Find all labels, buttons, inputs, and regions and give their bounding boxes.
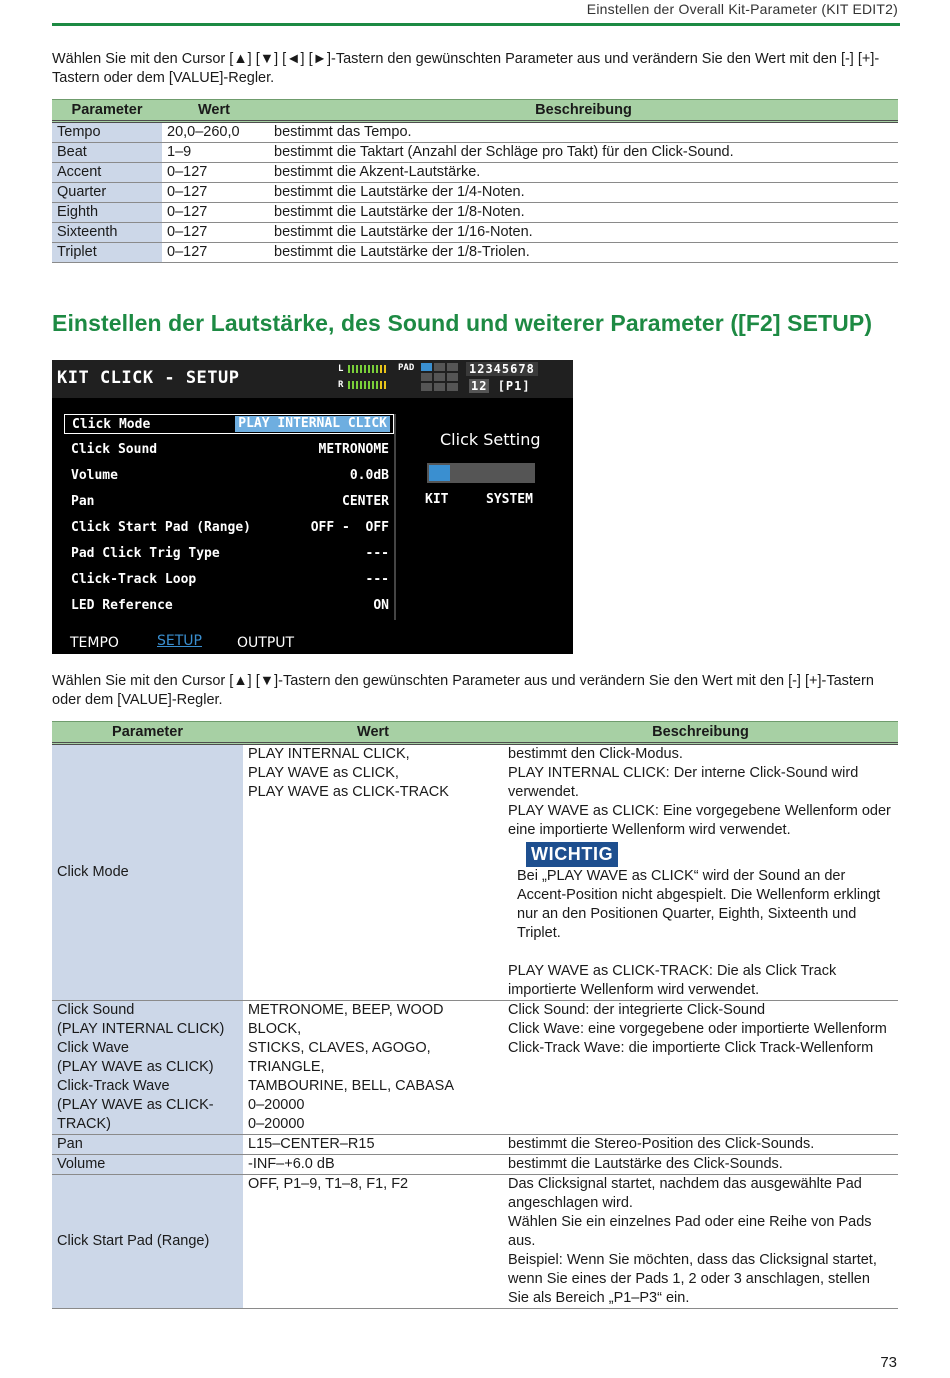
row-value: ON xyxy=(373,598,389,613)
tab-setup[interactable]: SETUP xyxy=(157,633,202,649)
desc-cell: bestimmt das Tempo. xyxy=(269,122,898,143)
desc-cell: bestimmt die Akzent-Lautstärke. xyxy=(269,163,898,183)
value-line: TAMBOURINE, BELL, CABASA xyxy=(248,1078,455,1094)
table-row xyxy=(52,122,898,143)
pad-label: PAD xyxy=(398,363,415,373)
desc-line: Click Sound: der integrierte Click-Sound xyxy=(508,1002,766,1018)
param-cell: Sixteenth xyxy=(52,223,162,243)
desc-cell xyxy=(503,744,898,1001)
kit-edit2-parameter-table xyxy=(52,99,898,263)
table-row xyxy=(52,203,898,223)
row-value: --- xyxy=(365,572,389,587)
table-header-row xyxy=(52,722,898,744)
desc-line: Das Clicksignal startet, nachdem das ausgewählte Pad angeschlagen wird. xyxy=(508,1176,862,1211)
running-header: Einstellen der Overall Kit-Parameter (KIT EDIT2) xyxy=(586,1,898,17)
param-cell: Volume xyxy=(52,1155,243,1175)
value-cell xyxy=(243,1001,503,1135)
value-cell: 0–127 xyxy=(162,243,269,263)
value-cell: 0–127 xyxy=(162,183,269,203)
wichtig-note: Bei „PLAY WAVE as CLICK“ wird der Sound an der Accent-Position nicht abgespielt. Die Wellenform erklingt nur an den Positionen Quarter, Eighth, Sixteenth und Triplet. xyxy=(517,868,881,941)
meter-label-r: R xyxy=(338,380,344,390)
value-cell: L15–CENTER–R15 xyxy=(243,1135,503,1155)
screen-row-click-sound[interactable] xyxy=(64,440,394,460)
intro-text-1: Wählen Sie mit den Cursor [▲] [▼] [◄] [►]-Tastern den gewünschten Parameter aus und verändern Sie den Wert mit den [-] [+]-Tastern oder dem [VALUE]-Regler. xyxy=(52,51,880,86)
param-cell: Triplet xyxy=(52,243,162,263)
row-label: Pan xyxy=(71,494,95,509)
row-label: Pad Click Trig Type xyxy=(71,546,220,561)
desc-line: PLAY INTERNAL CLICK: Der interne Click-Sound wird verwendet. xyxy=(508,765,859,800)
section-title: Einstellen der Lautstärke, des Sound und weiterer Parameter ([F2] SETUP) xyxy=(52,310,873,336)
table-row-volume xyxy=(52,1155,898,1175)
screen-title: KIT CLICK - SETUP xyxy=(57,368,240,388)
value-line: 0–20000 xyxy=(248,1116,305,1132)
table-row xyxy=(52,183,898,203)
desc-line: bestimmt den Click-Modus. xyxy=(508,746,683,762)
desc-cell: bestimmt die Taktart (Anzahl der Schläge pro Takt) für den Click-Sound. xyxy=(269,143,898,163)
row-value: CENTER xyxy=(342,494,389,509)
param-cell: Click Start Pad (Range) xyxy=(52,1175,243,1309)
value-line: METRONOME, BEEP, WOOD BLOCK, xyxy=(248,1002,444,1037)
col-header-parameter: Parameter xyxy=(52,722,243,744)
value-line: PLAY WAVE as CLICK-TRACK xyxy=(248,784,449,800)
pad-numbers-row2-a: 12 xyxy=(471,379,488,393)
desc-line: PLAY WAVE as CLICK: Eine vorgegebene Wellenform oder eine importierte Wellenform wird verwendet. xyxy=(508,803,891,838)
table-header-row xyxy=(52,100,898,122)
desc-cell: bestimmt die Lautstärke der 1/16-Noten. xyxy=(269,223,898,243)
row-value: 0.0dB xyxy=(349,468,389,483)
screen-row-pan[interactable] xyxy=(64,492,394,512)
col-header-wert: Wert xyxy=(243,722,503,744)
pad-numbers-row2-b: [P1] xyxy=(497,379,531,393)
screen-row-click-track-loop[interactable] xyxy=(64,570,394,590)
value-cell: 20,0–260,0 xyxy=(162,122,269,143)
value-cell: 0–127 xyxy=(162,163,269,183)
table-row-click-sound xyxy=(52,1001,898,1135)
param-cell: Click Mode xyxy=(52,744,243,1001)
col-header-beschreibung: Beschreibung xyxy=(503,722,898,744)
desc-cell: bestimmt die Lautstärke des Click-Sounds. xyxy=(503,1155,898,1175)
desc-cell: bestimmt die Lautstärke der 1/4-Noten. xyxy=(269,183,898,203)
col-header-parameter: Parameter xyxy=(52,100,162,122)
param-line: (PLAY WAVE as CLICK) xyxy=(57,1059,214,1075)
tab-tempo[interactable]: TEMPO xyxy=(70,635,119,651)
screen-row-volume[interactable] xyxy=(64,466,394,486)
row-label: Click Mode xyxy=(72,417,151,432)
col-header-beschreibung: Beschreibung xyxy=(269,100,898,122)
row-label: Click Start Pad (Range) xyxy=(71,520,252,535)
param-line: TRACK) xyxy=(57,1116,111,1132)
desc-cell: bestimmt die Lautstärke der 1/8-Triolen. xyxy=(269,243,898,263)
setup-parameter-list xyxy=(64,412,394,618)
value-line: PLAY WAVE as CLICK, xyxy=(248,765,399,781)
param-line: Click Wave xyxy=(57,1040,129,1056)
level-meter-l xyxy=(348,365,386,373)
pad-numbers-row2 xyxy=(466,379,534,393)
table-row xyxy=(52,223,898,243)
table-row xyxy=(52,243,898,263)
col-header-wert: Wert xyxy=(162,100,269,122)
table-row-click-mode xyxy=(52,744,898,1001)
screen-divider xyxy=(394,414,396,620)
screen-row-click-mode[interactable] xyxy=(64,414,394,434)
param-cell: Quarter xyxy=(52,183,162,203)
param-cell: Tempo xyxy=(52,122,162,143)
row-value: METRONOME xyxy=(318,442,389,457)
row-label: LED Reference xyxy=(71,598,173,613)
row-label: Click-Track Loop xyxy=(71,572,197,587)
param-cell xyxy=(52,1001,243,1135)
desc-cell: bestimmt die Lautstärke der 1/8-Noten. xyxy=(269,203,898,223)
desc-line: Click-Track Wave: die importierte Click Track-Wellenform xyxy=(508,1040,874,1056)
device-screen xyxy=(52,360,573,654)
value-cell: -INF–+6.0 dB xyxy=(243,1155,503,1175)
screen-row-pad-click-trig-type[interactable] xyxy=(64,544,394,564)
row-value: OFF - OFF xyxy=(310,520,389,535)
param-line: (PLAY WAVE as CLICK- xyxy=(57,1097,214,1113)
param-line: Click Sound xyxy=(57,1002,135,1018)
click-setting-system[interactable]: SYSTEM xyxy=(486,492,533,507)
row-label: Click Sound xyxy=(71,442,158,457)
click-setting-slider[interactable] xyxy=(427,463,535,483)
param-cell: Eighth xyxy=(52,203,162,223)
param-line: (PLAY INTERNAL CLICK) xyxy=(57,1021,225,1037)
desc-line: Beispiel: Wenn Sie möchten, dass das Clicksignal startet, wenn Sie eines der Pads 1, 2 oder 3 anschlagen, stellen Sie als Bereich „P1–P3“ ein. xyxy=(508,1252,877,1306)
pad-numbers-row1: 12345678 xyxy=(466,362,538,376)
value-cell: 1–9 xyxy=(162,143,269,163)
intro-text-2: Wählen Sie mit den Cursor [▲] [▼]-Tastern den gewünschten Parameter aus und verändern Sie den Wert mit den [-] [+]-Tastern oder dem [VALUE]-Regler. xyxy=(52,673,874,708)
click-setting-kit[interactable]: KIT xyxy=(425,492,449,507)
click-setup-parameter-table xyxy=(52,721,898,1309)
table-row-click-start-pad xyxy=(52,1175,898,1309)
screen-row-click-start-pad[interactable] xyxy=(64,518,394,538)
value-cell: OFF, P1–9, T1–8, F1, F2 xyxy=(243,1175,503,1309)
table-row xyxy=(52,143,898,163)
param-cell: Beat xyxy=(52,143,162,163)
value-line: PLAY INTERNAL CLICK, xyxy=(248,746,410,762)
header-rule xyxy=(52,23,900,26)
desc-line: Wählen Sie ein einzelnes Pad oder eine Reihe von Pads aus. xyxy=(508,1214,872,1249)
table-row-pan xyxy=(52,1135,898,1155)
value-cell xyxy=(243,744,503,1001)
click-setting-label: Click Setting xyxy=(440,430,541,449)
param-line: Click-Track Wave xyxy=(57,1078,170,1094)
desc-cell: bestimmt die Stereo-Position des Click-Sounds. xyxy=(503,1135,898,1155)
row-value: PLAY INTERNAL CLICK xyxy=(235,416,390,432)
screen-row-led-reference[interactable] xyxy=(64,596,394,616)
desc-cell xyxy=(503,1175,898,1309)
wichtig-badge: WICHTIG xyxy=(526,842,618,867)
row-label: Volume xyxy=(71,468,118,483)
meter-label-l: L xyxy=(338,364,344,374)
value-cell: 0–127 xyxy=(162,223,269,243)
table-row xyxy=(52,163,898,183)
level-meter-r xyxy=(348,381,386,389)
value-line: 0–20000 xyxy=(248,1097,305,1113)
desc-line: PLAY WAVE as CLICK-TRACK: Die als Click Track importierte Wellenform wird verwendet. xyxy=(508,963,837,998)
desc-cell xyxy=(503,1001,898,1135)
value-line: STICKS, CLAVES, AGOGO, TRIANGLE, xyxy=(248,1040,431,1075)
pad-grid-icon xyxy=(421,363,459,393)
param-cell: Pan xyxy=(52,1135,243,1155)
click-setting-slider-fill xyxy=(429,465,450,481)
desc-line: Click Wave: eine vorgegebene oder importierte Wellenform xyxy=(508,1021,887,1037)
tab-output[interactable]: OUTPUT xyxy=(237,635,295,651)
param-cell: Accent xyxy=(52,163,162,183)
page-number: 73 xyxy=(880,1354,897,1371)
row-value: --- xyxy=(365,546,389,561)
value-cell: 0–127 xyxy=(162,203,269,223)
